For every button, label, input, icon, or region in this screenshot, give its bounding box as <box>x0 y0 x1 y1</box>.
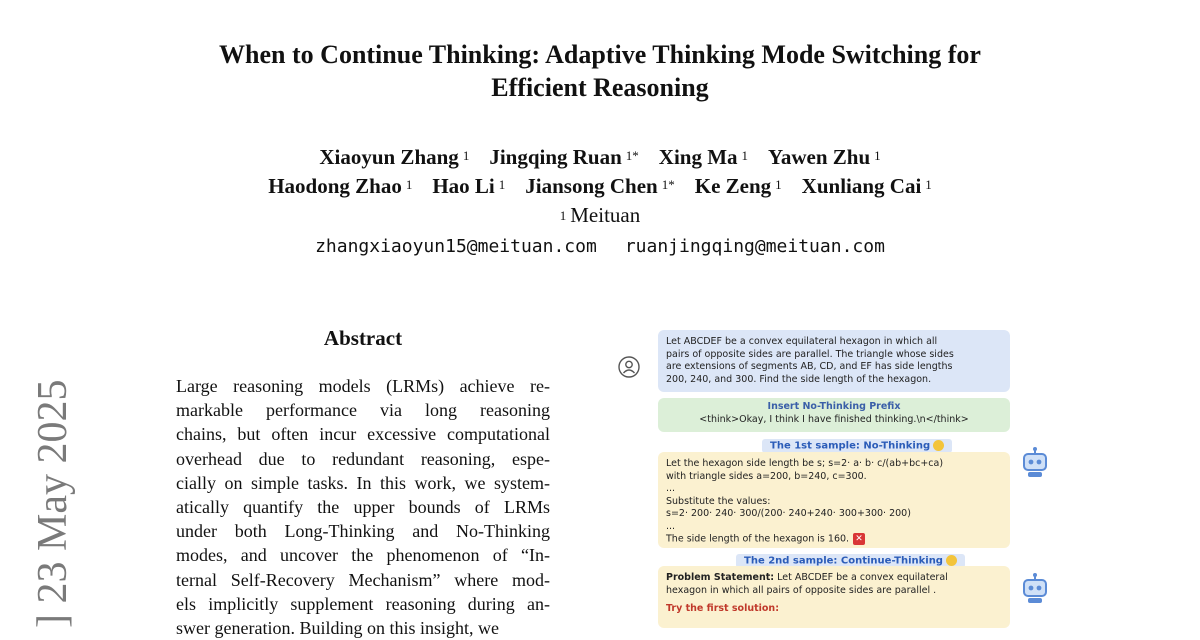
wrong-icon: ✕ <box>853 533 865 545</box>
sample1-line: Let the hexagon side length be s; s=2· a· b· c/(ab+bc+ca) <box>666 458 944 469</box>
question-line: Let ABCDEF be a convex equilateral hexagon in which all <box>666 336 938 347</box>
robot-icon <box>1018 572 1052 606</box>
abstract-line: markable performance via long reasoning <box>176 400 550 421</box>
robot-icon <box>1018 446 1052 480</box>
emoji-icon <box>933 440 944 451</box>
overview-figure <box>612 326 1052 628</box>
prefix-text: <think>Okay, I think I have finished thinking.\n</think> <box>699 413 969 425</box>
abstract-heading: Abstract <box>323 326 403 350</box>
affiliation: $^1$ Meituan <box>559 203 641 227</box>
email-link[interactable]: zhangxiaoyun15@meituan.com <box>315 236 597 257</box>
sample1-line: s=2· 200· 240· 300/(200· 240+240· 300+300· 200) <box>666 508 911 519</box>
author: Ke Zeng $^1$ <box>694 174 782 198</box>
abstract-line: chains, but often incur excessive computational <box>176 424 550 445</box>
question-box <box>658 330 1010 392</box>
user-icon <box>618 356 640 378</box>
author: Xing Ma $^1$ <box>658 145 749 169</box>
abstract-line: modes, and uncover the phenomenon of “In- <box>176 545 550 566</box>
author: Hao Li $^1$ <box>432 174 506 198</box>
email-list <box>100 232 1100 261</box>
author: Yawen Zhu $^1$ <box>768 145 881 169</box>
sample1-label: The 1st sample: No-Thinking <box>762 439 952 453</box>
abstract-line: Large reasoning models (LRMs) achieve re- <box>176 376 550 396</box>
sample1-line: ... <box>666 483 676 494</box>
sample1-box <box>658 452 1010 548</box>
abstract-line: cially on simple tasks. In this work, we system- <box>176 472 550 493</box>
sample1-line: ... <box>666 520 676 532</box>
sample2-red-line: Try the first solution: <box>666 603 779 614</box>
abstract-line: under both Long-Thinking and No-Thinking <box>176 521 550 542</box>
emoji-icon <box>946 555 957 566</box>
question-line: 200, 240, and 300. Find the side length of the hexagon. <box>666 373 932 385</box>
author: Haodong Zhao $^1$ <box>268 174 413 198</box>
question-line: pairs of opposite sides are parallel. The triangle whose sides <box>666 348 954 360</box>
sample2-box <box>658 566 1010 628</box>
author: Xunliang Cai $^1$ <box>801 174 932 198</box>
abstract-line: els implicitly supplement reasoning during an- <box>176 593 550 614</box>
sample2-line: hexagon in which all pairs of opposite sides are parallel . <box>666 584 937 596</box>
abstract-line: ternal Self-Recovery Mechanism” where mod- <box>176 569 550 590</box>
prefix-box <box>658 398 1010 432</box>
sample1-line: Substitute the values: <box>666 495 771 507</box>
sample2-line: Problem Statement: Let ABCDEF be a convex equilateral <box>666 572 948 583</box>
abstract-line: atically quantify the upper bounds of LRMs <box>176 496 550 517</box>
title-line-1: When to Continue Thinking: Adaptive Thinking Mode Switching for <box>219 40 981 69</box>
sample2-label: The 2nd sample: Continue-Thinking <box>736 554 965 568</box>
email-link[interactable]: ruanjingqing@meituan.com <box>624 236 885 257</box>
abstract-line: overhead due to redundant reasoning, espe- <box>176 448 550 469</box>
abstract-text <box>176 374 550 640</box>
paper-title <box>100 38 1100 104</box>
sample1-line: with triangle sides a=200, b=240, c=300. <box>666 470 867 482</box>
arxiv-stamp: ] 23 May 2025 <box>30 379 76 628</box>
title-line-2: Efficient Reasoning <box>491 73 709 102</box>
author: Jingqing Ruan $^{1*}$ <box>489 145 639 169</box>
author-row-1 <box>100 143 1100 172</box>
author: Jiansong Chen $^{1*}$ <box>525 174 675 198</box>
author-block <box>100 143 1100 261</box>
sample1-answer: The side length of the hexagon is 160. ✕ <box>666 533 1002 546</box>
author: Xiaoyun Zhang $^1$ <box>319 145 470 169</box>
question-line: are extensions of segments AB, CD, and EF has side lengths <box>666 361 953 372</box>
abstract-line: swer generation. Building on this insight, we <box>176 617 499 638</box>
author-row-2 <box>100 172 1100 201</box>
prefix-title: Insert No-Thinking Prefix <box>767 401 901 412</box>
